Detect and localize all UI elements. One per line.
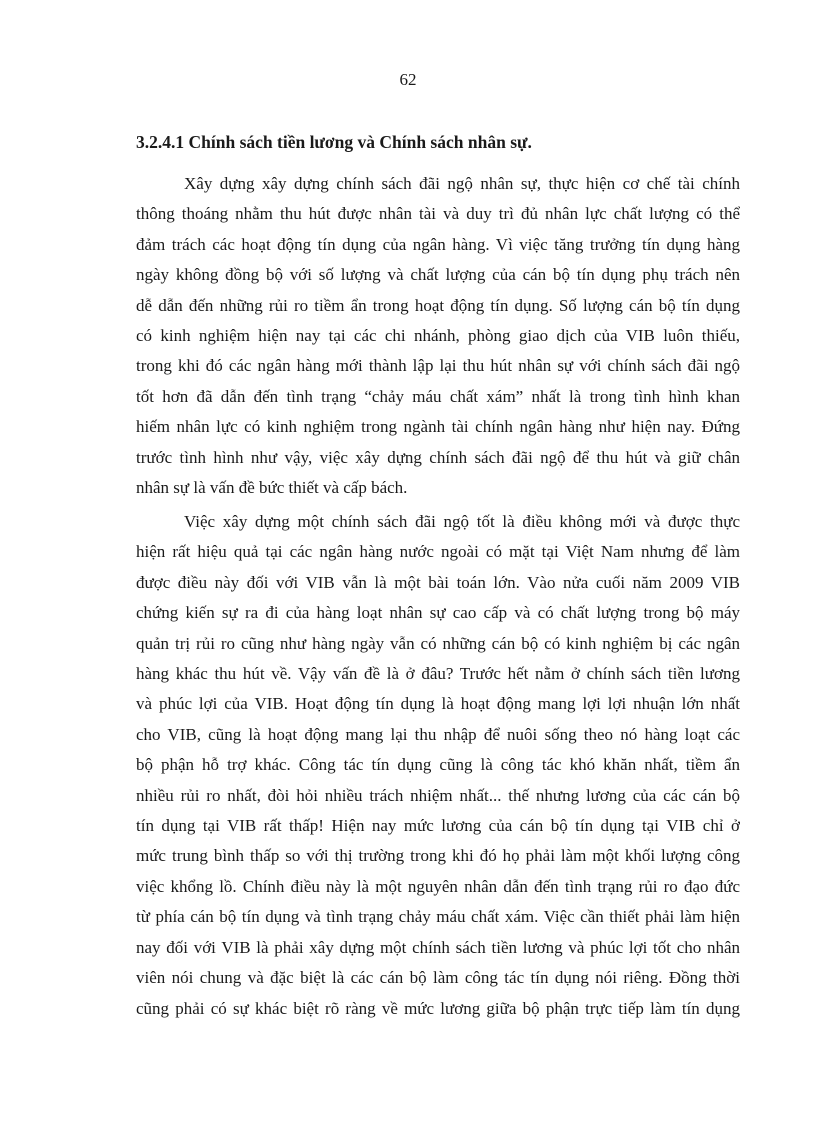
text-line: cũng phải có sự khác biệt rõ ràng về mức lương giữa bộ phận trực tiếp làm tín dụng xyxy=(136,998,740,1018)
text-line: bộ phận hỗ trợ khác. Công tác tín dụng cũng là công tác khó khăn nhất, tiềm ẩn xyxy=(136,755,740,775)
text-line: trước tình hình như vậy, việc xây dựng chính sách đãi ngộ để thu hút và giữ chân xyxy=(136,447,740,467)
text-line: có kinh nghiệm hiện nay tại các chi nhánh, phòng giao dịch của VIB luôn thiếu, xyxy=(136,326,740,346)
text-line: quản trị rủi ro cũng như hàng ngày vẫn có những cán bộ có kinh nghiệm bị các ngân xyxy=(136,633,740,653)
text-line: được điều này đối với VIB vẫn là một bài toán lớn. Vào nửa cuối năm 2009 VIB xyxy=(136,572,740,592)
text-line: nay đối với VIB là phải xây dựng một chính sách tiền lương và phúc lợi tốt cho nhân xyxy=(136,937,740,957)
text-line: nhiều rủi ro nhất, đòi hỏi nhiều trách nhiệm nhất... thế nhưng lương của các cán bộ xyxy=(136,785,740,805)
text-line: tốt hơn đã dẫn đến tình trạng “chảy máu chất xám” nhất là trong tình hình khan xyxy=(136,386,740,406)
paragraph-1 xyxy=(136,169,740,503)
text-line: tín dụng tại VIB rất thấp! Hiện nay mức lương của cán bộ tín dụng tại VIB chỉ ở xyxy=(136,816,740,836)
text-line: và phúc lợi của VIB. Hoạt động tín dụng là hoạt động mang lợi lợi nhuận lớn nhất xyxy=(136,694,740,714)
text-line: hiếm nhân lực có kinh nghiệm trong ngành tài chính ngân hàng như hiện nay. Đứng xyxy=(136,417,740,437)
text-line: cho VIB, cũng là hoạt động mang lại thu nhập để nuôi sống theo nó hàng loạt các xyxy=(136,724,740,744)
text-line: Việc xây dựng một chính sách đãi ngộ tốt là điều không mới và được thực xyxy=(184,512,740,531)
text-line: thông thoáng nhằm thu hút được nhân tài và duy trì đủ nhân lực chất lượng có thể xyxy=(136,204,740,224)
page-number: 62 xyxy=(399,70,417,89)
text-line: hiện rất hiệu quả tại các ngân hàng nước ngoài có mặt tại Việt Nam nhưng để làm xyxy=(136,542,740,562)
text-line: ngày không đồng bộ với số lượng và chất lượng của cán bộ tín dụng phụ trách nên xyxy=(136,265,740,285)
text-line: hàng khác thu hút về. Vậy vấn đề là ở đâu? Trước hết nằm ở chính sách tiền lương xyxy=(136,664,740,684)
text-line: mức trung bình thấp so với thị trường trong khi đó họ phải làm một khối lượng công xyxy=(136,846,740,866)
paragraph-2 xyxy=(136,507,740,1024)
text-line: chứng kiến sự ra đi của hàng loạt nhân sự cao cấp và có chất lượng trong bộ máy xyxy=(136,603,740,623)
text-line: nhân sự là vấn đề bức thiết và cấp bách. xyxy=(136,478,408,498)
text-line: từ phía cán bộ tín dụng và tình trạng chảy máu chất xám. Việc cần thiết phải làm hiện xyxy=(136,907,740,927)
text-line: Xây dựng xây dựng chính sách đãi ngộ nhân sự, thực hiện cơ chế tài chính xyxy=(184,174,740,193)
text-line: viên nói chung và đặc biệt là các cán bộ làm công tác tín dụng nói riêng. Đồng thời xyxy=(136,968,740,988)
text-line: dễ dẫn đến những rủi ro tiềm ẩn trong hoạt động tín dụng. Số lượng cán bộ tín dụng xyxy=(136,295,740,315)
text-line: trong khi đó các ngân hàng mới thành lập lại thu hút nhân sự với chính sách đãi ngộ xyxy=(136,356,740,376)
text-line: việc khổng lồ. Chính điều này là một nguyên nhân dẫn đến tình trạng rủi ro đạo đức xyxy=(136,876,740,896)
text-line: đảm trách các hoạt động tín dụng của ngân hàng. Vì việc tăng trưởng tín dụng hàng xyxy=(136,234,740,254)
section-heading: 3.2.4.1 Chính sách tiền lương và Chính sách nhân sự. xyxy=(136,132,532,152)
